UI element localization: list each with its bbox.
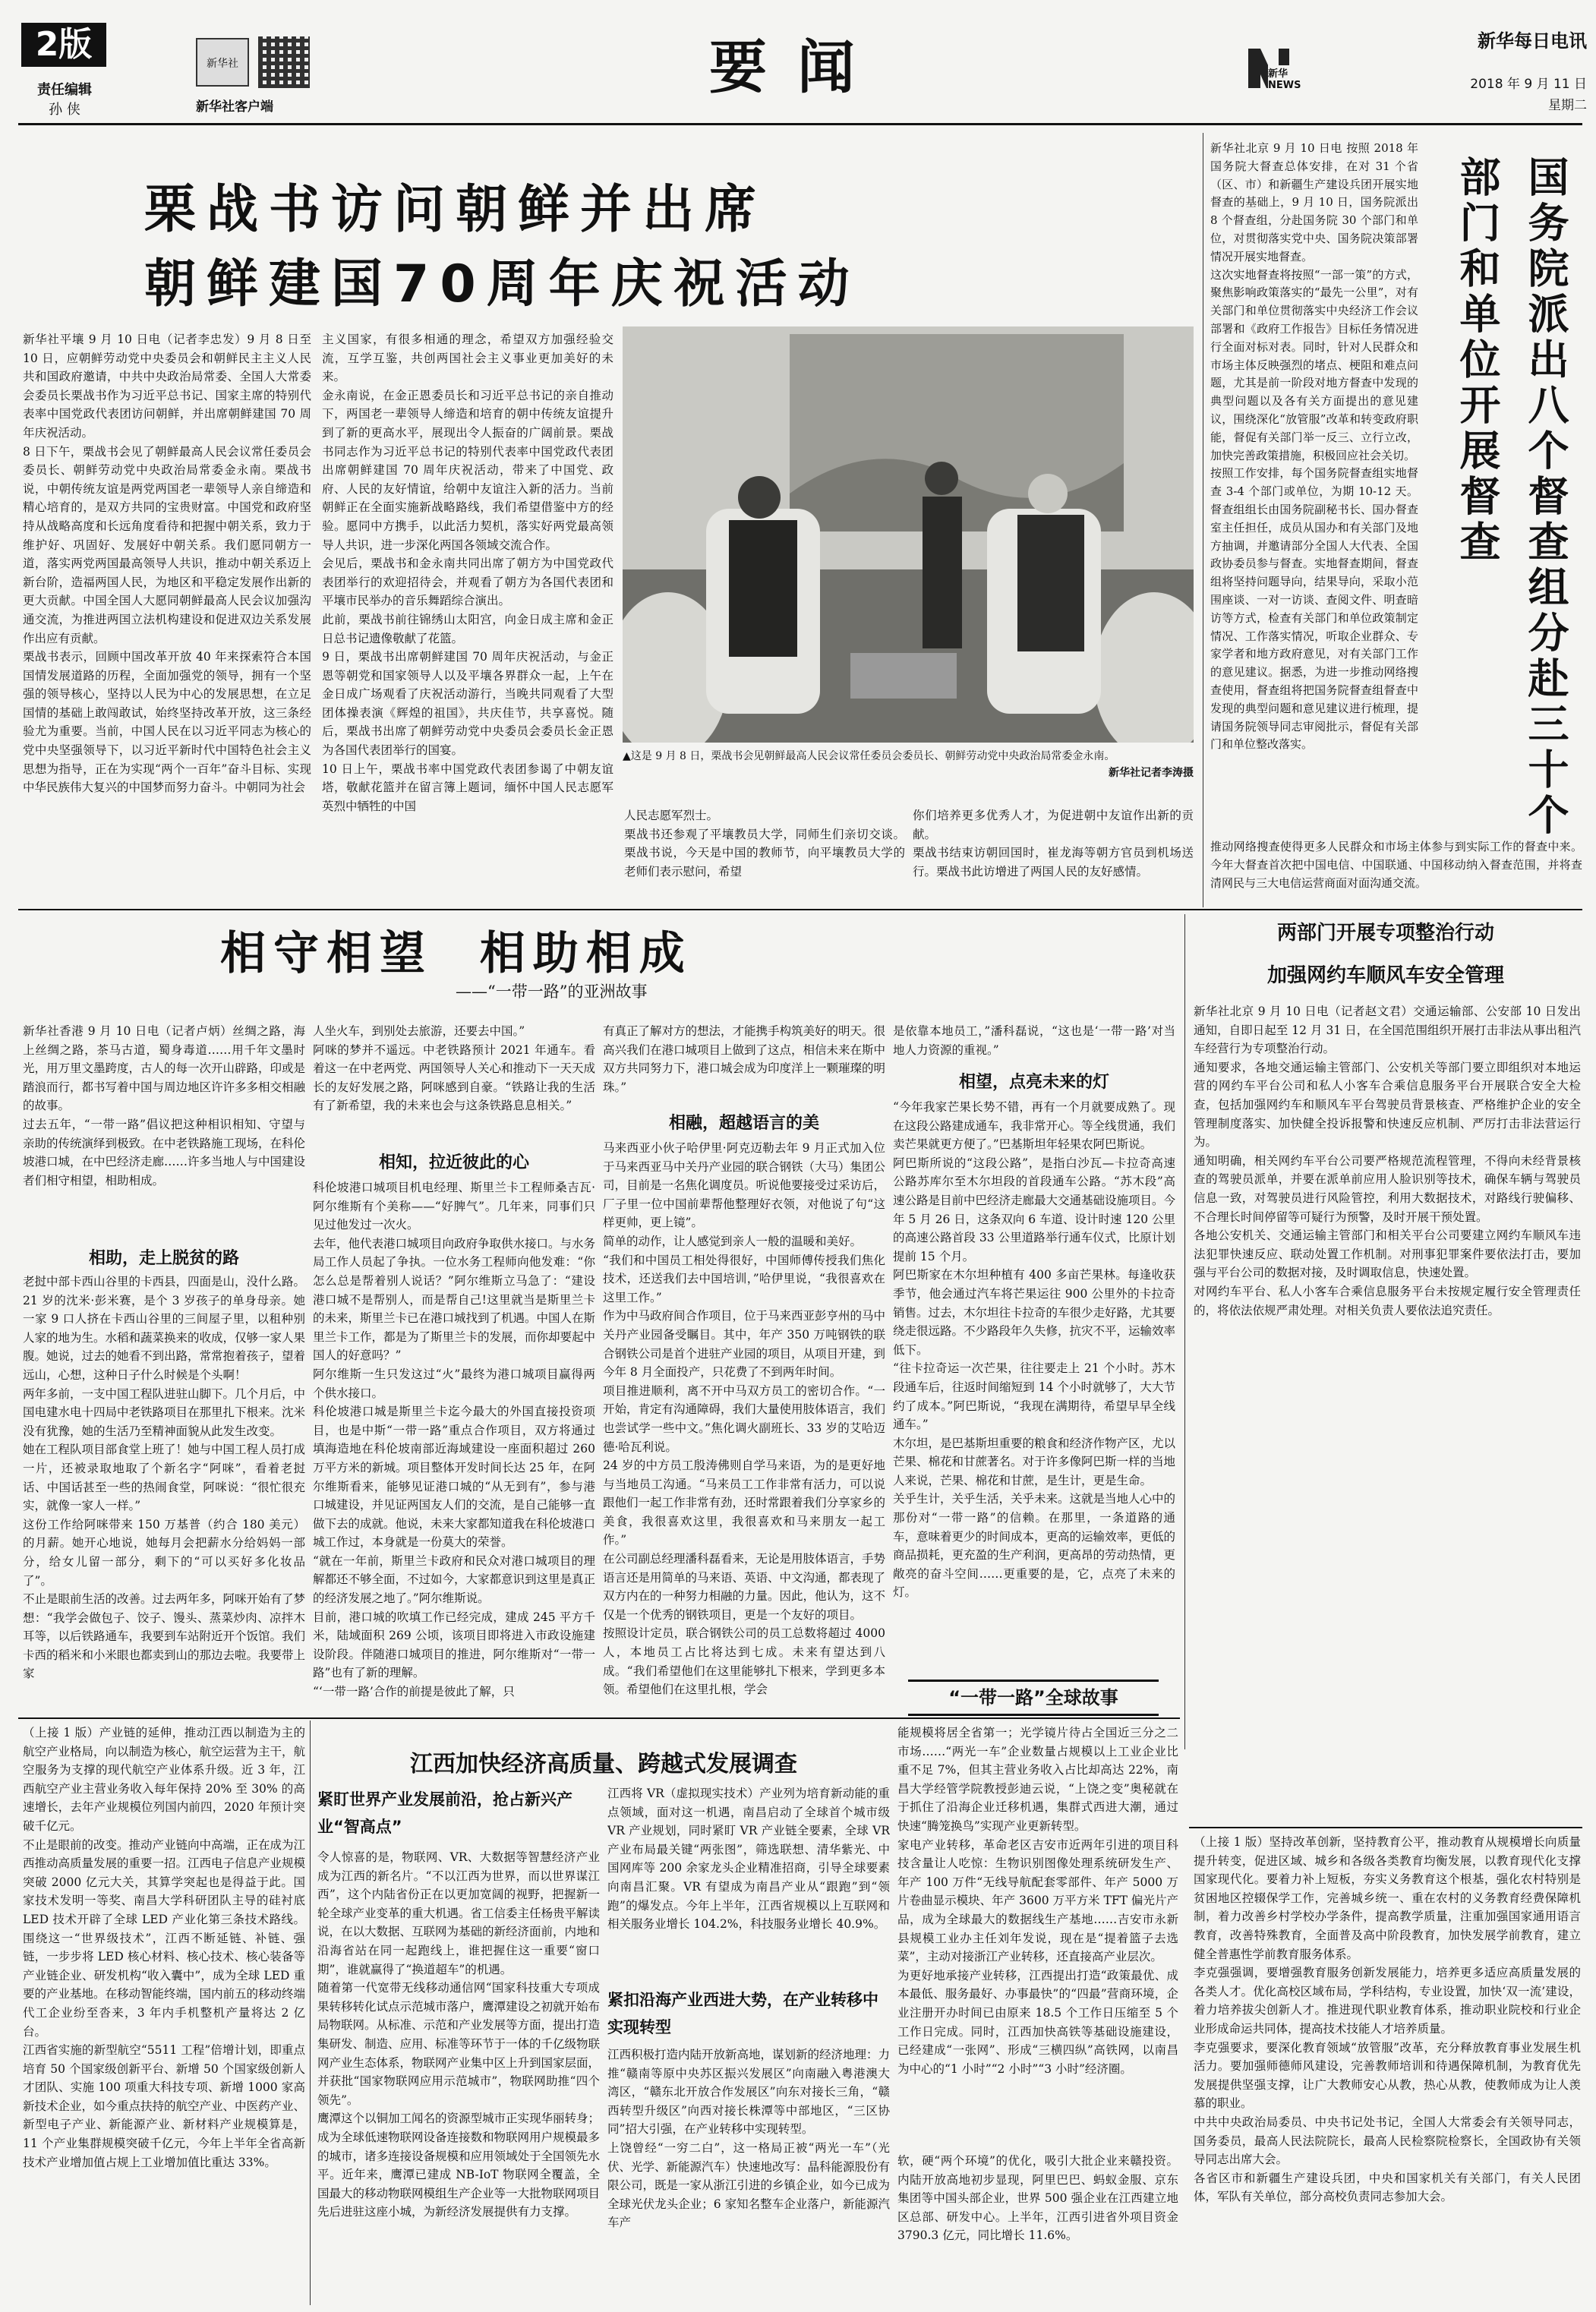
lead-col-4: 你们培养更多优秀人才，为促进朝中友谊作出新的贡献。 栗战书结束访朝回国时，崔龙海等朝方官员到机场送行。栗战书此访增进了两国人民的友好感情。	[913, 809, 1194, 878]
yidai-col-3-intro: 有真正了解对方的想法，才能携手构筑美好的明天。很高兴我们在港口城项目上做到了这点，相信未来在斯中双方共同努力下，港口城会成为印度洋上一颗璀璨的明珠。”	[603, 1024, 885, 1094]
education-rule	[1189, 1827, 1582, 1828]
side-col-1: 新华社北京 9 月 10 日电 按照 2018 年国务院大督查总体安排，在对 31 个省（区、市）和新疆生产建设兵团开展实地督查的基础上，9 月 10 日，国务院派出 8 个督查组，分赴国务院 30 个部门和单位，对贯彻落实党中央、国务院决策部署情况开展实地督查。 这次实地督查将按照“一部一策”的方式，聚焦影响政策落实的“最先一公里”，对有关部门和单位贯彻落实中央经济工作会议部署和《政府工作报告》目标任务情况进行全面对标对表。同时，针对人民群众和市场主体反映强烈的堵点、梗阻和难点问题，尤其是前一阶段对地方督查中发现的典型问题以及各有关方面提出的意见建议，围绕深化“放管服”改革和转变政府职能，督促有关部门举一反三、立行立改，加快完善政策措施，积极回应社会关切。 按照工作安排，每个国务院督查组实地督查 3-4 个部门或单位，为期 10-12 天。督查组组长由国务院副秘书长、国办督查室主任担任，成员从国办和有关部门及地方抽调，并邀请部分全国人大代表、全国政协委员参与督查。实地督查期间，督查组将坚持问题导向，结果导向，采取小范围座谈、一对一访谈、查阅文件、明查暗访等方式，检查有关部门和单位政策制定情况、工作落实情况，听取企业群众、专家学者和地方政府意见，对有关部门工作的意见建议。据悉，为进一步推动网络搜查使用，督查组将把国务院督查组督查中发现的典型问题和意见建议进行梳理，提请国务院领导同志审阅批示，督促有关部门和单位整改落实。	[1210, 141, 1418, 752]
education-body: （上接 1 版）坚持改革创新，坚持教育公平，推动教育从规模增长向质量提升转变，促进区域、城乡和各级各类教育均衡发展，以教育现代化支撑国家现代化。要着力补上短板，夯实义务教育这个根基，强化农村特别是贫困地区控辍保学工作，完善城乡统一、重在农村的义务教育经费保障机制，着力改善乡村学校办学条件，提高教学质量，注重加强国家通用语言教育，改善特殊教育，全面普及高中阶段教育，加快发展学前教育，建立健全普惠性学前教育服务体系。 李克强强调，要增强教育服务创新发展能力，培养更多适应高质量发展的各类人才。优化高校区域布局，学科结构，专业设置，加快‘双一流’建设，着力培养拔尖创新人才。推进现代职业教育体系，推动职业院校和行业企业形成命运共同体，提高技术技能人才培养质量。 李克强要求，要深化教育领域“放管服”改革，充分释放教育事业发展生机活力。要加强师德师风建设，完善教师培训和待遇保障机制，为教育优先发展提供坚强支撑，让广大教师安心从教，热心从教，使教师成为让人羡慕的职业。 中共中央政治局委员、中央书记处书记，全国人大常委会有关领导同志，国务委员，最高人民法院院长，最高人民检察院检察长，全国政协有关领导同志出席大会。 各省区市和新疆生产建设兵团，中央和国家机关有关部门，有关人民团体，军队有关单位，部分高校负责同志参加大会。	[1194, 1835, 1581, 2204]
jiangxi-sub-2: 紧扣沿海产业西进大势，在产业转移中实现转型	[607, 1991, 878, 2036]
photo-credit: 新华社记者李涛摄	[1109, 767, 1194, 779]
yidai-box	[908, 1680, 1159, 1716]
yidai-heading-3: 相融，超越语言的美	[668, 1114, 819, 1133]
yidai-heading-2: 相知，拉近彼此的心	[378, 1153, 529, 1172]
yidai-col-1-intro: 新华社香港 9 月 10 日电（记者卢炳）丝绸之路，海上丝绸之路，茶马古道，蜀身毒道……用千年文墨时光，用万里文墨跨度，古人的每一次开山辟路，印或是踏浪而行，都书写着中国与周边地区许许多多相交相融的故事。 过去五年，“一带一路”倡议把这种相识相知、守望与亲助的传统演绎到极致。在中老铁路施工现场，在科伦坡港口城，在中巴经济走廊……许多当地人与中国建设者们相守相望，相助相成。	[23, 1024, 305, 1188]
jiangxi-right-col-2: 软，硬“两个环境”的优化，吸引大批企业来赣投资。内陆开放高地初步显现，阿里巴巴、蚂蚁金服、京东集团等中国头部企业，世界 500 强企业在江西建立地区总部、研发中心。上半年，江西引进省外项目资金 3790.3 亿元，同比增长 11.6%。	[897, 2154, 1178, 2243]
xinhua-logo-text: 新华社	[207, 58, 238, 70]
yidai-col-3-body: 马来西亚小伙子哈伊里·阿克迈勒去年 9 月正式加入位于马来西亚马中关丹产业园的联合钢铁（大马）集团公司，目前是一名焦化调度员。听说他要接受过采访后，厂子里一位中国前辈帮他整理好衣领，对他说了句“这样更帅，更上镜”。 简单的动作，让人感觉到亲人一般的温暖和美好。 “我们和中国员工相处得很好，中国师傅传授我们焦化技术，还送我们去中国培训，”哈伊里说，“我很喜欢在这里工作。” 作为中马政府间合作项目，位于马来西亚彭亨州的马中关丹产业园备受瞩目。其中，年产 350 万吨钢铁的联合钢铁公司是首个进驻产业园的项目，从项目开建，到今年 8 月全面投产，只花费了不到两年时间。 项目推进顺利，离不开中马双方员工的密切合作。“一开始，肯定有沟通障碍，我们大量使用肢体语言，我们也尝试学一些中文。”焦化调火副班长、33 岁的艾哈迈德·哈瓦利说。 24 岁的中方员工殷涛佛则自学马来语，为的是更好地与当地员工沟通。“马来员工工作非常有活力，可以说跟他们一起工作非常有劲，还时常跟着我们分享家乡的美食，我很喜欢这里，我很喜欢和马来朋友一起工作。” 在公司副总经理潘科磊看来，无论是用肢体语言，手势语言还是用简单的马来语、英语、中文沟通，都表现了双方内在的一种努力相融的力量。因此，他认为，这不仅是一个优秀的钢铁项目，更是一个友好的项目。 按照设计定员，联合钢铁公司的员工总数将超过 4000 人，本地员工占比将达到七成。未来有望达到八成。“我们希望他们在这里能够扎下根来，学到更多本领。希望他们在这里扎根，学会	[603, 1141, 885, 1697]
jiangxi-mid-col-2: 江西将 VR（虚拟现实技术）产业列为培育新动能的重点领域，面对这一机遇，南昌启动了全球首个城市级 VR 产业规划，同时紧盯 VR 产业链全要素，全球 VR 产业布局最关键“两张图”，筛选联想、清华紫光、中国网库等 200 余家龙头企业精准招商，引导全球要素向南昌汇聚。VR 有望成为南昌产业从“跟跑”到“领跑”的爆发点。今年上半年，江西省规模以上互联网和相关服务业增长 104.2%，科技服务业增长 40.9%。	[607, 1787, 890, 1932]
photo-caption-text: ▲这是 9 月 8 日，栗战书会见朝鲜最高人民会议常任委员会委员长、朝鲜劳动党中央政治局常委金永南。	[623, 750, 1115, 762]
issue-weekday: 星期二	[1548, 98, 1587, 113]
masthead-rule	[18, 123, 1582, 125]
yidai-rideshare-divider	[1184, 914, 1185, 1749]
masthead	[0, 0, 1596, 129]
editor-label: 责任编辑	[37, 82, 92, 98]
rideshare-body: 新华社北京 9 月 10 日电（记者赵文君）交通运输部、公安部 10 日发出通知，自即日起至 12 月 31 日，在全国范围组织开展打击非法从事出租汽车经营行为专项整治行动。 通知要求，各地交通运输主管部门、公安机关等部门要立即组织对本地运营的网约车平台公司和私人小客车合乘信息服务平台开展联合安全大检查，包括加强网约车和顺风车平台驾驶员背景核查、严格维护企业的安全管理制度落实、加快健全投诉报警和快速反应机制、严厉打击非法营运行为。 通知明确，相关网约车平台公司要严格规范流程管理，不得向未经背景核查的驾驶员派单，并要在派单前应用人脸识别等技术，确保车辆与驾驶员信息一致，对驾驶员进行风险管控，利用大数据技术，对路线行驶偏移、不合理长时间停留等可疑行为预警，及时开展干预处置。 各地公安机关、交通运输主管部门和相关平台公司要建立网约车顺风车违法犯罪快速反应、联动处置工作机制。对刑事犯罪案件要依法打击，要加强与平台公司的数据对接，及时调取信息，快速处置。 对网约车平台、私人小客车合乘信息服务平台未按规定履行安全管理责任的，将依法依规严肃处理。对相关负责人要依法追究责任。	[1194, 1005, 1581, 1317]
jiangxi-mid-col-1: 令人惊喜的是，物联网、VR、大数据等智慧经济产业成为江西的新名片。“不以江西为世界，而以世界谋江西”，这个内陆省份正在以更加宽阔的视野，把握新一轮全球产业变革的重大机遇。省工信委主任杨贵平解读说，在以大数据、互联网为基础的新经济面前，内地和沿海省站在同一起跑线上，谁把握住这一重要“窗口期”，谁就赢得了“换道超车”的机遇。 随着第一代宽带无线移动通信网“国家科技重大专项成果转移转化试点示范城市落户，鹰潭建设之初就开始布局物联网。从标准、示范和产业发展等方面，提出打造集研发、制造、应用、标准等环节于一体的千亿级物联网产业生态体系，物联网产业集中区上升到国家层面，并获批“国家物联网应用示范城市”，物联网助推“四个领先”。 鹰潭这个以铜加工闻名的资源型城市正实现华丽转身；成为全球低速物联网设备连接数和物联网用户规模最多的城市，诸多连接设备规模和应用领域处于全国领先水平。近年来，鹰潭已建成 NB-IoT 物联网全覆盖，全国最大的移动物联网模组生产企业等一大批物联网项目先后进驻这座小城，为新经济发展提供有力支撑。	[317, 1850, 600, 2219]
jiangxi-left-col: （上接 1 版）产业链的延伸，推动江西以制造为主的航空产业格局，向以制造为核心，航空运营为主干，航空服务为支撑的现代航空产业体系升级。近 3 年，江西航空产业主营业务收入每年保持 20% 至 30% 的高速增长，去年产业规模位列国内前四，2020 年预计突破千亿元。 不止是眼前的改变。推动产业链向中高端，正在成为江西推动高质量发展的重要一招。江西电子信息产业规模突破 2000 亿元大关，其算学突起也是得益于此。国家技术发明一等奖、南昌大学科研团队主导的硅衬底 LED 技术开辟了全球 LED 产业化第三条技术路线。围绕这一“世界级技术”，江西不断延链、补链、强链，一步步将 LED 核心材料、核心技术、核心装备等产业链企业、研发机构“收入囊中”，成为全球 LED 重要的产业基地。在移动智能终端，国内前五的移动终端代工企业纷至沓来，3 年内手机整机产量将达 2 亿台。 江西省实施的新型航空“5511 工程”倍增计划，即重点培育 50 个国家级创新平台、新增 50 个国家级创新人才团队、实施 100 项重大科技专项、新增 1000 家高新技术企业，如今重点扶持的航空产业、中医药产业、新型电子产业、新能源产业、新材料产业规模算是，11 个产业集群规模突破千亿元，今年上半年全省高新技术产业增加值占规上工业增加值比重达 33%。	[23, 1726, 305, 2169]
rideshare-headline-2: 加强网约车顺风车安全管理	[1266, 964, 1504, 987]
jiangxi-sub-1: 紧盯世界产业发展前沿，抢占新兴产业“智高点”	[317, 1790, 572, 1836]
yidai-col-4-intro: 是依靠本地员工，”潘科磊说，“这也是‘一带一路’对当地人力资源的重视。”	[893, 1024, 1175, 1057]
issue-date: 2018 年 9 月 11 日	[1470, 77, 1587, 92]
yidai-col-1-body: 老挝中部卡西山谷里的卡西县，四面是山，没什么路。 21 岁的沈米·彭米赛，是个 3 岁孩子的单身母亲。她一家 9 口人挤在卡西山谷里的三间屋子里，以租种别人家的地为生。水稻和蔬菜换来的收成，仅够一家人果腹。她说，过去的她看不到出路，常常抱着孩子，望着远山，心想，这种日子什么时候是个头啊！ 两年多前，一支中国工程队进驻山脚下。几个月后，中国电建水电十四局中老铁路项目在那里扎下根来。沈米没有犹豫，她的生活乃至精神面貌从此发生改变。 她在工程队项目部食堂上班了！她与中国工程人员打成一片，还被录取地取了个新名字“阿咪”，看着老挝话、中国话甚至一些的热闹食堂，阿咪说：“很忙很充实，就像一家人一样。” 这份工作给阿咪带来 150 万基普（约合 180 美元）的月薪。她开心地说，她每月会把薪水分给妈妈一部分，给女儿留一部分，剩下的“可以买好多化妆品了”。 不止是眼前生活的改善。过去两年多，阿咪开始有了梦想：“我学会做包子、饺子、馒头、蒸菜炒肉、凉拌木耳等，以后铁路通车，我要到车站附近开个饭馆。我们卡西的稻米和小米眼也都卖到山的那边去啦。我要带上家	[23, 1275, 305, 1681]
section-title: 要闻	[709, 33, 885, 101]
lead-headline-line1: 栗战书访问朝鲜并出席	[144, 180, 768, 240]
editor-name: 孙 侠	[49, 102, 80, 118]
xinhua-logo	[196, 38, 249, 87]
yidai-box-title: “一带一路”全球故事	[948, 1687, 1118, 1708]
yidai-col-4-body: “今年我家芒果长势不错，再有一个月就要成熟了。现在这段公路建成通车，我非常开心。等全线贯通，我们卖芒果就更方便了。”巴基斯坦年轻果农阿巴斯说。 阿巴斯所说的“这段公路”，是指白沙瓦—卡拉奇高速公路苏库尔至木尔坦段的首段通车公路。“苏木段”高速公路是目前中巴经济走廊最大交通基础设施项目。今年 5 月 26 日，这条双向 6 车道、设计时速 120 公里的高速公路首段 33 公里道路举行通车仪式，比原计划提前 15 个月。 阿巴斯家在木尔坦种植有 400 多亩芒果林。每逢收获季节，他会通过汽车将芒果运往 900 公里外的卡拉奇销售。过去，木尔坦往卡拉奇的车很少走好路，尤其要绕走很远路。不少路段年久失修，抗灾不平，运输效率低下。 “往卡拉奇运一次芒果，往往要走上 21 个小时。苏木段通车后，往返时间缩短到 14 个小时就够了，大大节约了成本。”阿巴斯说，“我现在满期待，希望早早全线通车。” 木尔坦，是巴基斯坦重要的粮食和经济作物产区，尤以芒果、棉花和甘蔗著名。对于许多像阿巴斯一样的当地人来说，芒果、棉花和甘蔗，是生计，更是生命。 关乎生计，关乎生活，关乎未来。这就是当地人心中的那份对“一带一路”的信赖。在那里，一条道路的通车，意味着更少的时间成本，更高的运输效率，更低的商品损耗，更充盈的生产利润，更高昂的劳动热情，更敞亮的奋斗空间……更重要的是，它，点亮了未来的灯。	[893, 1100, 1175, 1600]
jiangxi-headline: 江西加快经济高质量、跨越式发展调查	[410, 1751, 797, 1777]
yidai-headline: 相守相望 相助相成	[220, 927, 692, 980]
side-headline: 国务院派出八个督查组分赴三十个部门和单位开展督查	[1453, 156, 1569, 839]
jiangxi-left-divider	[310, 1721, 311, 2305]
lead-col-1: 新华社平壤 9 月 10 日电（记者李忠发）9 月 8 日至 10 日，应朝鲜劳动党中央委员会和朝鲜民主主义人民共和国政府邀请，中共中央政治局常委、全国人大常委会委员长栗战书作为习近平总书记、国家主席的特别代表率中国党政代表团访问朝鲜，并出席朝鲜建国 70 周年庆祝活动。 8 日下午，栗战书会见了朝鲜最高人民会议常任委员会委员长、朝鲜劳动党中央政治局常委金永南。栗战书说，中朝传统友谊是两党两国老一辈领导人亲自缔造和精心培育的，是双方共同的宝贵财富。中国党和政府坚持从战略高度和长远角度看待和把握中朝关系，致力于维护好、巩固好、发展好中朝关系。我们愿同朝方一道，落实两党两国最高领导人共识，推动中朝关系迈上新台阶，造福两国人民，为地区和平稳定发展作出新的更大贡献。中国全国人大愿同朝鲜最高人民会议加强沟通交流，为推进两国立法机构建设和促进双边关系发展作出应有贡献。 栗战书表示，回顾中国改革开放 40 年来探索符合本国国情发展道路的历程，全面加强党的领导，拥有一个坚强的领导核心，坚持以人民为中心的发展思想，在立足国情的基础上敢闯敢试，始终坚持改革开放，这三条经验尤为重要。当前，中国人民在以习近平同志为核心的党中央坚强领导下，以习近平新时代中国特色社会主义思想为指导，正在为实现“两个一百年”奋斗目标、实现中华民族伟大复兴的中国梦而努力奋斗。中朝同为社会	[23, 333, 311, 795]
page-number: 2版	[21, 23, 106, 67]
lead-col-2: 主义国家，有很多相通的理念，希望双方加强经验交流，互学互鉴，共创两国社会主义事业更加美好的未来。 金永南说，在金正恩委员长和习近平总书记的亲自推动下，两国老一辈领导人缔造和培育的朝中传统友谊提升到了新的更高水平，展现出令人振奋的广阔前景。栗战书同志作为习近平总书记的特别代表率中国党政代表团出席朝鲜建国 70 周年庆祝活动，带来了中国党、政府、人民的友好情谊，给朝中友谊注入新的活力。当前朝鲜正在全面实施新战略路线，我们希望借鉴中方的经验。愿同中方携手，以此活力契机，落实好两党最高领导人共识，进一步深化两国各领域交流合作。 会见后，栗战书和金永南共同出席了朝方为中国党政代表团举行的欢迎招待会，并观看了朝方为各国代表团和平壤市民举办的音乐舞蹈综合演出。 此前，栗战书前往锦绣山太阳宫，向金日成主席和金正日总书记遗像敬献了花篮。 9 日，栗战书出席朝鲜建国 70 周年庆祝活动，与金正恩等朝党和国家领导人以及平壤各界群众一起，上午在金日成广场观看了庆祝活动游行，当晚共同观看了大型团体操表演《辉煌的祖国》，共庆佳节，共享喜悦。随后，栗战书出席了朝鲜劳动党中央委员会委员长金正恩为各国代表团举行的国宴。 10 日上午，栗战书率中国党政代表团参谒了中朝友谊塔，敬献花篮并在留言簿上题词，缅怀中国人民志愿军英烈中牺牲的中国	[322, 333, 613, 813]
client-label: 新华社客户端	[196, 99, 273, 115]
lead-bottom-rule	[18, 909, 1582, 910]
lead-photo	[623, 326, 1194, 743]
jiangxi-mid-col-3: 江西积极打造内陆开放新高地，谋划新的经济地理：力推“赣南等原中央苏区振兴发展区”向南融入粤港澳大湾区，“赣东北开放合作发展区”向东对接长三角，“赣西转型升级区”向西对接长株潭等中部地区，“三区协同”招大引强，在产业转移中实现转型。 上饶曾经“一穷二白”，这一格局正被“两光一车”（光伏、光学、新能源汽车）快速地改写：晶科能源股份有限公司，既是一家从浙江引进的乡镇企业，如今已成为全球光伏龙头企业；6 家知名整车企业落户，新能源汽车产	[607, 2048, 890, 2230]
rideshare-headline-1: 两部门开展专项整治行动	[1276, 922, 1494, 945]
yidai-col-2-intro: 人坐火车，到别处去旅游，还要去中国。” 阿咪的梦并不遥远。中老铁路预计 2021 年通车。看着这一在中老两党、两国领导人关心和推动下一天天成长的友好发展之路，阿咪感到自豪。“铁路让我的生活有了新希望，我的未来也会与这条铁路息息相关。”	[313, 1024, 595, 1113]
jiangxi-right-col: 能规模将居全省第一；光学镜片待占全国近三分之二市场……“两光一车”企业数量占规模以上工业企业比重不足 7%，但其主营业务收入占比却高达 22%，南昌大学经管学院教授彭迪云说，“上饶之变”奥秘就在于抓住了沿海企业迁移机遇，集群式西进大潮，通过快速“腾笼换鸟”实现产业更新转型。 家电产业转移，革命老区吉安市近两年引进的项目科技含量让人吃惊：生物识别图像处理系统研发生产、年产 100 万件“无线导航配套零部件、年产 5000 万片卷曲显示模块、年产 3600 万平方米 TFT 偏光片产品，成为全球最大的数据线生产基地……吉安市永新县规模工业办主任刘年发说，现在是“提着篮子去选菜”，主动对接浙江产业转移，还直接高产业层次。 为更好地承接产业转移，江西提出打造“政策最优、成本最低、服务最好、办事最快”的“四最”营商环境，企业注册开办时间已由原来 18.5 个工作日压缩至 5 个工作日完成。同时，江西加快高铁等基础设施建设，已经建成“一张网”、形成“三横四纵”高铁网，以南昌为中心的“1 小时”“2 小时”“3 小时”经济圈。	[897, 1726, 1178, 2076]
news-logo-icon	[1245, 44, 1314, 93]
photo-caption	[623, 748, 1194, 781]
qr-code-icon	[258, 36, 310, 88]
mid-rule-left	[18, 1717, 1180, 1719]
yidai-subtitle: ——“一带一路”的亚洲故事	[456, 983, 648, 1001]
yidai-heading-4: 相望，点亮未来的灯	[958, 1073, 1109, 1092]
lead-headline-line2: 朝鲜建国70周年庆祝活动	[144, 254, 860, 314]
lead-col-3: 人民志愿军烈士。 栗战书还参观了平壤教员大学，同师生们亲切交谈。栗战书说，今天是中国的教师节，向平壤教员大学的老师们表示慰问，希望	[624, 809, 905, 878]
yidai-heading-1: 相助，走上脱贫的路	[88, 1249, 239, 1268]
news-logo-text: 新华NEWS	[1268, 65, 1314, 91]
side-col-2: 推动网络搜查使得更多人民群众和市场主体参与到实际工作的督查中来。今年大督查首次把中国电信、中国联通、中国移动纳入督查范围，并将查清网民与三大电信运营商面对面沟通交流。	[1210, 840, 1582, 890]
news-brand: 新华每日电讯	[1478, 30, 1587, 52]
yidai-col-2-body: 科伦坡港口城项目机电经理、斯里兰卡工程师桑吉瓦·阿尔维斯有个美称——“好脾气”。几年来，同事们只见过他发过一次火。 去年，他代表港口城项目向政府争取供水接口。与水务局工作人员起了争执。一位水务工程师向他发难：“你怎么总是帮着别人说话？”阿尔维斯立马急了：“建设港口城不是帮别人，而是帮自己!这里就当是斯里兰卡的未来，斯里兰卡已在港口城找到了机遇。中国人在斯里兰卡工作，都是为了斯里兰卡的发展，而你却要起中国人的好意吗？” 阿尔维斯一生只发这过“火”最终为港口城项目赢得两个供水接口。 科伦坡港口城是斯里兰卡迄今最大的外国直接投资项目，也是中斯“一带一路”重点合作项目，双方将通过填海造地在科伦坡南部近海域建设一座面积超过 260 万平方米的新城。项目整体开发时间长达 25 年，在阿尔维斯看来，能够见证港口城的“从无到有”，参与港口城建设，并见证两国友人们的交流，是自己能够一直做下去的成就。他说，未来大家都知道我在科伦坡港口城工作过，本身就是一份莫大的荣誉。 “就在一年前，斯里兰卡政府和民众对港口城项目的理解都还不够全面，不过如今，大家都意识到这里是真正的经济发展之地了。”阿尔维斯说。 目前，港口城的吹填工作已经完成，建成 245 平方千米，陆域面积 269 公顷，该项目即将进入市政设施建设阶段。伴随港口城项目的推进，阿尔维斯对“一带一路”也有了新的理解。 “‘一带一路’合作的前提是彼此了解，只	[313, 1181, 595, 1699]
